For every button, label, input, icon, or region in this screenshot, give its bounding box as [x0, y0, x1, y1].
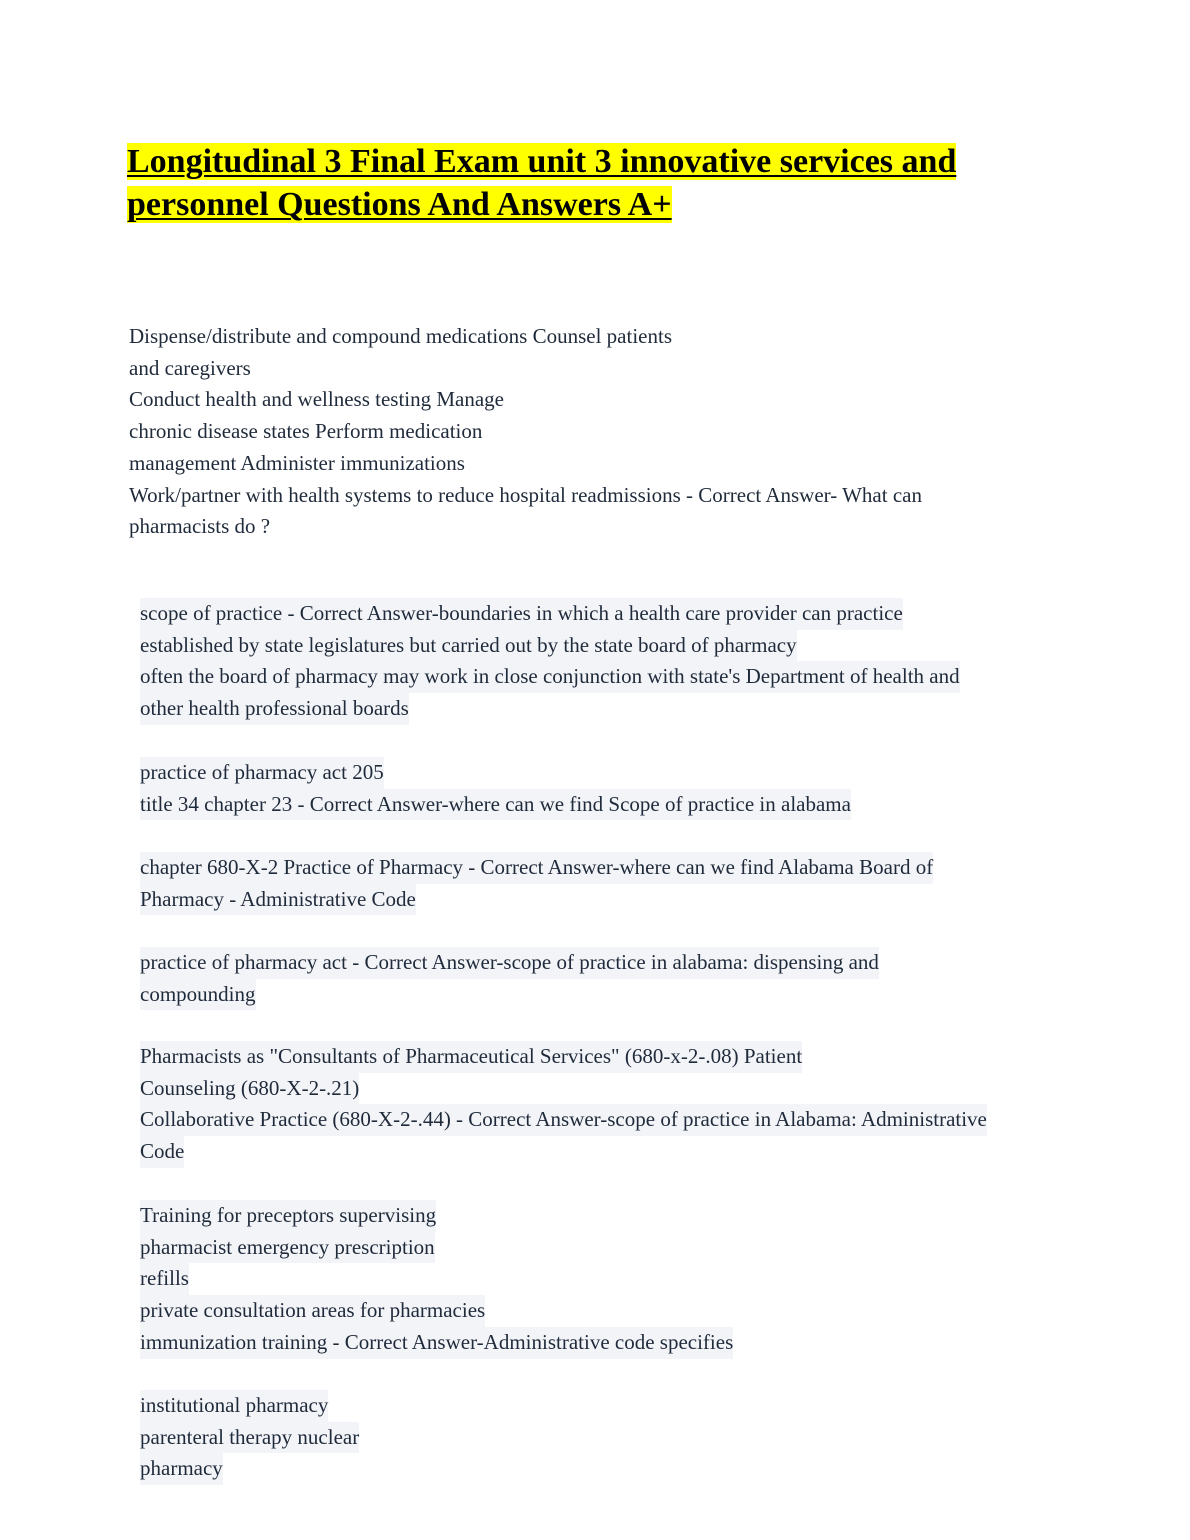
qa-line: Counseling (680-X-2-.21): [140, 1073, 359, 1105]
qa-line: Collaborative Practice (680-X-2-.44) - Correct Answer-scope of practice in Alabama: Administrative: [140, 1104, 987, 1136]
qa-block-administrative-code: [140, 852, 1040, 915]
qa-block-practice-act: [140, 757, 1040, 820]
intro-line: Conduct health and wellness testing Manage: [129, 387, 504, 412]
qa-block-dispensing: [140, 947, 1040, 1010]
qa-line: Code: [140, 1136, 184, 1168]
document-title: [127, 140, 1027, 226]
qa-line: parenteral therapy nuclear: [140, 1422, 359, 1454]
intro-line: pharmacists do ?: [129, 514, 271, 539]
intro-line: and caregivers: [129, 355, 251, 380]
qa-line: Pharmacy - Administrative Code: [140, 884, 416, 916]
qa-block-scope-of-practice: [140, 598, 1040, 725]
qa-line: immunization training - Correct Answer-Administrative code specifies: [140, 1327, 733, 1359]
intro-paragraph: [129, 321, 1029, 543]
intro-line: Dispense/distribute and compound medications Counsel patients: [129, 324, 672, 348]
document-title-line-1: Longitudinal 3 Final Exam unit 3 innovative services and: [127, 143, 957, 180]
qa-line: compounding: [140, 979, 256, 1011]
qa-line: refills: [140, 1263, 189, 1295]
intro-line: Work/partner with health systems to reduce hospital readmissions - Correct Answer- What can: [129, 482, 922, 507]
qa-line: Training for preceptors supervising: [140, 1200, 436, 1232]
qa-line: Pharmacists as "Consultants of Pharmaceutical Services" (680-x-2-.08) Patient: [140, 1041, 802, 1073]
qa-line: other health professional boards: [140, 693, 409, 725]
qa-line: chapter 680-X-2 Practice of Pharmacy - Correct Answer-where can we find Alabama Board of: [140, 852, 933, 884]
qa-block-training: [140, 1200, 1040, 1359]
qa-line: institutional pharmacy: [140, 1390, 328, 1422]
qa-block-consultants: [140, 1041, 1040, 1168]
qa-line: often the board of pharmacy may work in close conjunction with state's Department of health and: [140, 661, 960, 693]
document-title-line-2: personnel Questions And Answers A+: [127, 186, 672, 223]
qa-line: established by state legislatures but carried out by the state board of pharmacy: [140, 630, 797, 662]
qa-line: private consultation areas for pharmacies: [140, 1295, 485, 1327]
qa-line: pharmacist emergency prescription: [140, 1232, 435, 1264]
qa-line: title 34 chapter 23 - Correct Answer-where can we find Scope of practice in alabama: [140, 789, 851, 821]
qa-line: scope of practice - Correct Answer-boundaries in which a health care provider can practice: [140, 598, 903, 630]
qa-block-institutional: [140, 1390, 1040, 1485]
qa-line: pharmacy: [140, 1453, 223, 1485]
intro-line: chronic disease states Perform medication: [129, 419, 483, 444]
qa-line: practice of pharmacy act - Correct Answer-scope of practice in alabama: dispensing and: [140, 947, 879, 979]
intro-line: management Administer immunizations: [129, 450, 465, 475]
qa-line: practice of pharmacy act 205: [140, 757, 384, 789]
